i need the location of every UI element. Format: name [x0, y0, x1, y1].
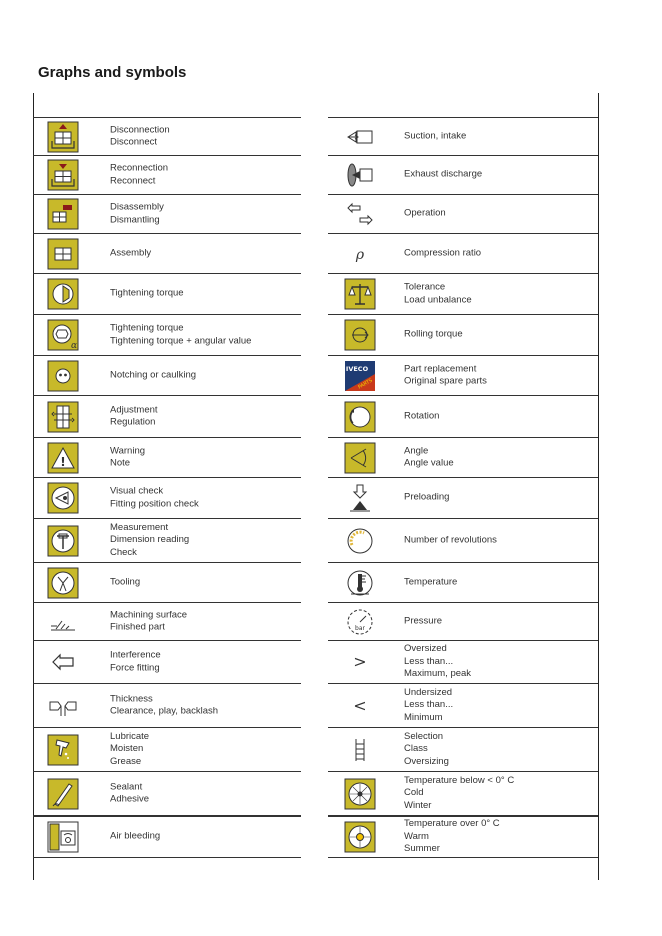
- description-line: Summer: [404, 843, 440, 855]
- revolutions-icon: [344, 525, 376, 557]
- symbol-row: [33, 233, 301, 273]
- symbol-row: [328, 117, 598, 155]
- symbol-row: [328, 395, 598, 437]
- description-line: Reconnection: [110, 162, 169, 174]
- description-line: Temperature below < 0° C: [404, 774, 515, 786]
- symbol-description: [404, 615, 442, 628]
- symbol-row: [328, 602, 598, 640]
- description-line: Undersized: [404, 686, 453, 698]
- symbol-row: [328, 562, 598, 602]
- symbol-row: [33, 727, 301, 771]
- symbol-description: [110, 831, 160, 844]
- description-line: Clearance, play, backlash: [110, 705, 219, 717]
- selection-icon: [344, 734, 376, 766]
- description-line: Angle: [404, 444, 429, 456]
- description-line: Warning: [110, 444, 146, 456]
- description-line: Oversized: [404, 642, 447, 654]
- description-line: Oversizing: [404, 755, 449, 767]
- symbol-description: [110, 445, 145, 470]
- tooling-icon: [47, 567, 79, 599]
- description-line: Reconnect: [110, 175, 156, 186]
- symbol-description: [404, 329, 463, 342]
- left-symbol-column: [33, 117, 301, 858]
- warm-icon: [344, 821, 376, 853]
- page-title: Graphs and symbols: [38, 64, 187, 81]
- symbol-row: [33, 355, 301, 395]
- description-line: Tightening torque + angular value: [110, 335, 252, 346]
- compression-ratio-icon-symbol: ρ: [355, 246, 365, 263]
- symbol-description: [404, 130, 466, 143]
- part-replacement-icon: [344, 360, 376, 392]
- symbol-description: [110, 162, 168, 187]
- symbol-description: [404, 445, 454, 470]
- symbol-description: [110, 521, 189, 559]
- symbol-row: [33, 155, 301, 194]
- description-line: Finished part: [110, 621, 165, 633]
- description-line: Regulation: [110, 416, 156, 428]
- symbol-description: [404, 410, 439, 423]
- measurement-icon: [47, 525, 79, 557]
- symbol-description: [404, 774, 514, 812]
- symbol-row: [328, 273, 598, 314]
- description-line: Winter: [404, 799, 432, 811]
- symbol-row: [33, 117, 301, 155]
- assembly-icon: [47, 238, 79, 270]
- warning-icon: [47, 442, 79, 474]
- angle-icon: [344, 442, 376, 474]
- symbol-description: [404, 492, 449, 505]
- description-line: Original spare parts: [404, 375, 487, 387]
- symbol-description: [110, 288, 184, 301]
- compression-ratio-icon: [344, 238, 376, 270]
- description-line: Disconnection: [110, 123, 170, 135]
- preloading-icon: [344, 482, 376, 514]
- symbol-row: [328, 815, 598, 858]
- description-line: Lubricate: [110, 730, 150, 742]
- right-frame-rule: [598, 93, 599, 880]
- description-line: Sealant: [110, 780, 143, 792]
- symbol-row: [33, 815, 301, 858]
- suction-icon: [344, 121, 376, 153]
- machining-surface-icon: [47, 606, 79, 638]
- symbol-description: [404, 247, 481, 260]
- symbol-row: [328, 194, 598, 233]
- tightening-torque-angle-icon: [47, 319, 79, 351]
- symbol-row: [33, 437, 301, 477]
- rotation-icon: [344, 401, 376, 433]
- tolerance-icon: [344, 278, 376, 310]
- description-line: Temperature: [404, 576, 458, 588]
- description-line: Temperature over 0° C: [404, 817, 500, 829]
- description-line: Notching or caulking: [110, 369, 197, 381]
- description-line: Pressure: [404, 615, 443, 627]
- description-line: Tooling: [110, 576, 141, 588]
- right-symbol-column: [328, 117, 598, 858]
- description-line: Number of revolutions: [404, 534, 497, 546]
- description-line: Fitting position check: [110, 498, 199, 509]
- description-line: Adjustment: [110, 403, 158, 415]
- rolling-torque-icon: [344, 319, 376, 351]
- description-line: Warm: [404, 830, 429, 842]
- description-line: Load unbalance: [404, 294, 472, 305]
- description-line: Machining surface: [110, 608, 188, 620]
- symbol-row: [328, 640, 598, 683]
- symbol-description: [110, 730, 149, 768]
- description-line: Less than...: [404, 699, 454, 711]
- symbol-row: [33, 771, 301, 815]
- symbol-description: [110, 485, 199, 510]
- description-line: Rolling torque: [404, 328, 463, 340]
- symbol-row: [33, 562, 301, 602]
- symbol-row: [33, 683, 301, 727]
- symbol-description: [110, 124, 170, 149]
- thickness-icon: [47, 690, 79, 722]
- symbol-description: [110, 576, 140, 589]
- symbol-row: [33, 602, 301, 640]
- description-line: Grease: [110, 755, 142, 767]
- symbol-row: [33, 477, 301, 518]
- iveco-logo-text: IVECO: [345, 364, 369, 373]
- symbol-description: [110, 369, 196, 382]
- symbol-description: [110, 201, 164, 226]
- symbol-description: [110, 609, 187, 634]
- temperature-icon: [344, 567, 376, 599]
- symbol-row: [328, 518, 598, 562]
- oversized-icon: [344, 646, 376, 678]
- symbol-description: [110, 322, 251, 347]
- symbol-row: [328, 771, 598, 815]
- symbol-row: [33, 273, 301, 314]
- description-line: Visual check: [110, 485, 164, 497]
- exhaust-icon: [344, 159, 376, 191]
- description-line: Tightening torque: [110, 322, 184, 334]
- svg-text:!: !: [60, 454, 66, 469]
- symbol-description: [110, 649, 161, 674]
- symbol-row: [328, 355, 598, 395]
- description-line: Angle value: [404, 457, 454, 469]
- description-line: Moisten: [110, 743, 144, 755]
- description-line: Measurement: [110, 521, 169, 533]
- symbol-row: [328, 437, 598, 477]
- interference-icon: [47, 646, 79, 678]
- description-line: Exhaust discharge: [404, 168, 483, 180]
- description-line: Selection: [404, 730, 444, 742]
- symbol-description: [110, 693, 218, 718]
- description-line: Compression ratio: [404, 247, 482, 259]
- description-line: Thickness: [110, 692, 153, 704]
- description-line: Disconnect: [110, 136, 157, 148]
- description-line: Less than...: [404, 655, 454, 667]
- symbol-row: [33, 640, 301, 683]
- description-line: Minimum: [404, 711, 443, 723]
- parts-logo-text: PARTS: [357, 377, 374, 391]
- description-line: Adhesive: [110, 793, 150, 805]
- symbol-description: [404, 686, 453, 724]
- disassembly-icon: [47, 198, 79, 230]
- description-line: Dimension reading: [110, 534, 190, 546]
- symbol-row: [33, 395, 301, 437]
- notching-icon: [47, 360, 79, 392]
- description-line: Part replacement: [404, 362, 477, 374]
- symbol-row: [328, 155, 598, 194]
- symbol-description: [404, 363, 487, 388]
- description-line: Note: [110, 457, 131, 469]
- operation-icon: [344, 198, 376, 230]
- reconnection-icon: [47, 159, 79, 191]
- symbol-description: [404, 818, 500, 856]
- disconnection-icon: [47, 121, 79, 153]
- symbol-row: [33, 314, 301, 355]
- description-line: Force fitting: [110, 662, 160, 673]
- description-line: Operation: [404, 207, 446, 219]
- cold-icon: [344, 778, 376, 810]
- symbol-row: [328, 477, 598, 518]
- description-line: Interference: [110, 649, 161, 661]
- description-line: Assembly: [110, 247, 152, 259]
- tightening-torque-icon: [47, 278, 79, 310]
- symbol-description: [404, 534, 497, 547]
- description-line: Rotation: [404, 410, 440, 422]
- pressure-unit-label: bar: [355, 624, 365, 632]
- symbol-row: [33, 194, 301, 233]
- sealant-icon: [47, 778, 79, 810]
- symbol-description: [110, 404, 158, 429]
- description-line: Class: [404, 743, 428, 755]
- symbol-description: [404, 576, 457, 589]
- adjustment-icon: [47, 401, 79, 433]
- description-line: Dismantling: [110, 214, 160, 225]
- symbol-row: [328, 233, 598, 273]
- description-line: Tightening torque: [110, 287, 184, 299]
- symbol-row: [33, 518, 301, 562]
- symbol-row: [328, 314, 598, 355]
- undersized-icon: [344, 690, 376, 722]
- undersized-icon-symbol: <: [353, 695, 367, 715]
- symbol-description: [110, 781, 149, 806]
- symbol-description: [110, 247, 151, 260]
- description-line: Tolerance: [404, 281, 446, 293]
- symbol-description: [404, 169, 482, 182]
- symbol-description: [404, 643, 471, 681]
- symbol-row: [328, 683, 598, 727]
- description-line: Preloading: [404, 491, 450, 503]
- svg-text:α: α: [71, 341, 78, 351]
- visual-check-icon: [47, 482, 79, 514]
- symbol-description: [404, 730, 449, 768]
- description-line: Check: [110, 546, 137, 558]
- description-line: Cold: [404, 787, 424, 799]
- lubricate-icon: [47, 734, 79, 766]
- description-line: Disassembly: [110, 201, 164, 213]
- symbol-description: [404, 208, 446, 221]
- air-bleeding-icon: [47, 821, 79, 853]
- oversized-icon-symbol: >: [353, 652, 367, 671]
- symbol-row: [328, 727, 598, 771]
- description-line: Maximum, peak: [404, 668, 472, 680]
- symbol-description: [404, 281, 472, 306]
- description-line: Air bleeding: [110, 830, 161, 842]
- description-line: Suction, intake: [404, 130, 467, 142]
- pressure-icon: [344, 606, 376, 638]
